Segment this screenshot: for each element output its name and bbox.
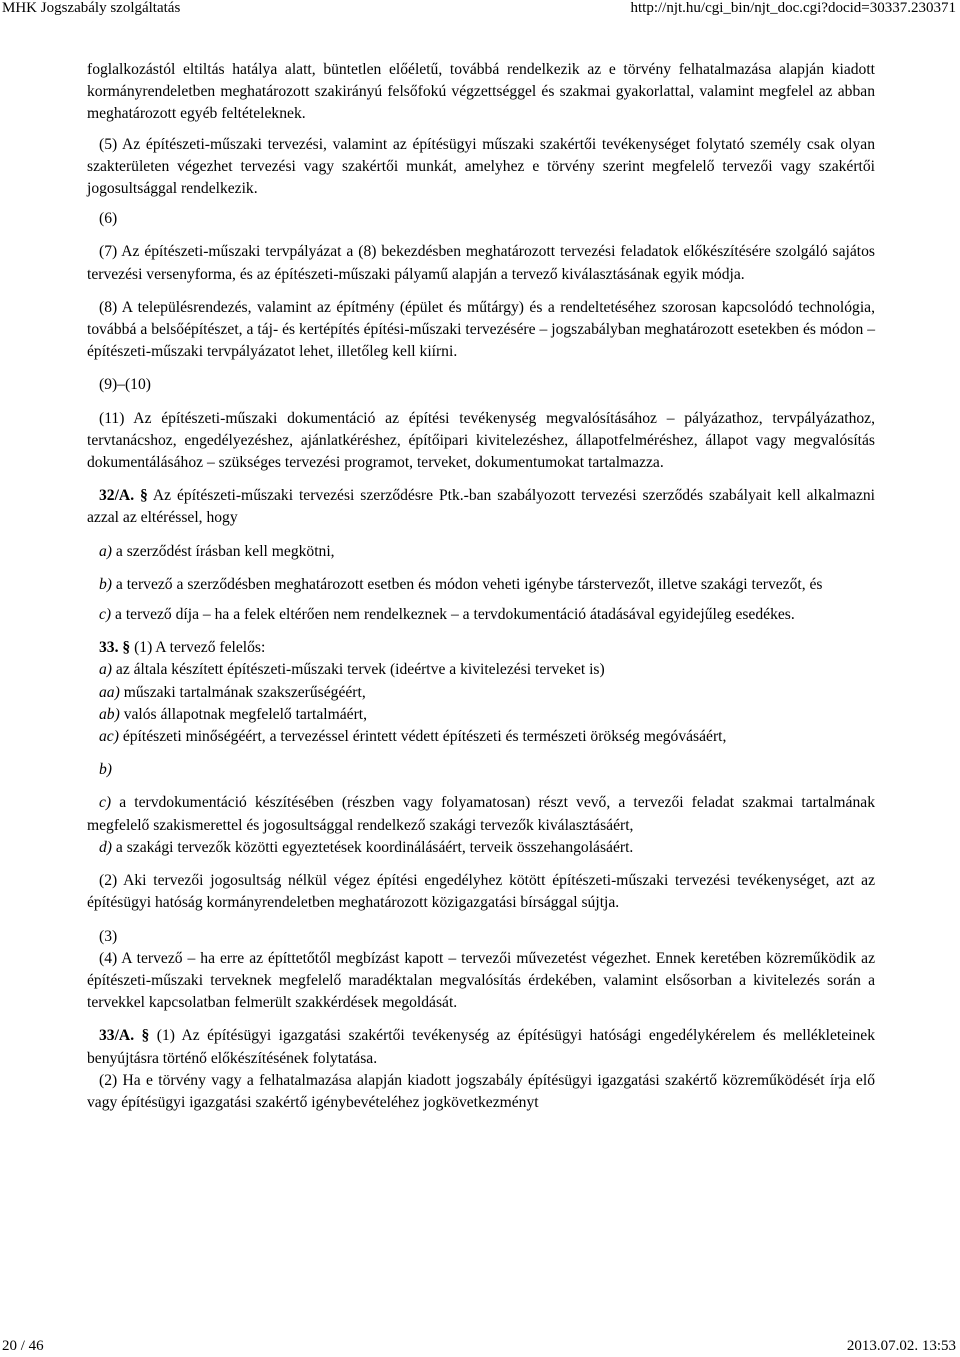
header-url[interactable]: http://njt.hu/cgi_bin/njt_doc.cgi?docid=30337.230371: [630, 0, 956, 16]
section-number: 33/A. §: [99, 1027, 150, 1045]
point-c: [87, 604, 875, 626]
point-text: az általa készített építészeti-műszaki tervek (ideértve a kivitelezési terveket is): [112, 661, 605, 679]
paragraph-5: (5) Az építészeti-műszaki tervezési, valamint az építésügyi műszaki szakértői tevékenységet folytató személy csak olyan szakterületen végezhet tervezési vagy szakértői munkát, amelyhez e törvény szerint megfelelő tervezői vagy szakértői jogosultsággal rendelkezik.: [87, 135, 875, 198]
point-text: műszaki tartalmának szakszerűségéért,: [119, 683, 366, 701]
section-33a: [87, 1025, 875, 1069]
paragraph-33-4: (4) A tervező – ha erre az építtetőtől megbízást kapott – tervezői művezetést végezhet. Ennek keretében közreműködik az építészeti-műszaki terveknek megfelelő maradéktalan megvalósítás érdekében, valamint elsősorban a kivitelezés során a tervekkel kapcsolatban felmerült szakkérdések megoldását.: [87, 949, 875, 1012]
point-text: a szakági tervezők közötti egyeztetések koordinálásáért, terveik összehangolásáért.: [112, 838, 634, 856]
point-text: a tervező díja – ha a felek eltérően nem rendelkeznek – a tervdokumentáció átadásával egyidejűleg esedékes.: [111, 606, 795, 624]
paragraph-33-3: (3): [99, 927, 118, 945]
section-number: 32/A. §: [99, 487, 148, 505]
point-b: [87, 574, 875, 596]
point-text: a szerződést írásban kell megkötni,: [112, 542, 335, 560]
point-text: építészeti minőségéért, a tervezéssel érintett védett építészeti és természeti örökség megóvásáért,: [118, 728, 727, 746]
point-mark: ab): [99, 705, 120, 723]
point-mark: a): [99, 542, 112, 560]
section-text: Az építészeti-műszaki tervezési szerződésre Ptk.-ban szabályozott tervezési szerződés szabályait kell alkalmazni azzal az eltéréssel, hogy: [87, 487, 875, 527]
point-mark: b): [99, 575, 112, 593]
section-32a: [87, 485, 875, 529]
document-body: [87, 59, 875, 1114]
header-title: MHK Jogszabály szolgáltatás: [2, 0, 181, 16]
paragraph-33a-2: (2) Ha e törvény vagy a felhatalmazása alapján kiadott jogszabály építésügyi igazgatási szakértő közreműködését írja elő vagy építésügyi igazgatási szakértő igénybevételéhez jogkövetkezményt: [87, 1071, 875, 1111]
point-mark: aa): [99, 683, 120, 701]
paragraph-33-2: (2) Aki tervezői jogosultság nélkül végez építési engedélyhez kötött építészeti-műszaki tervezési tevékenységet, azt az építésügyi hatóság kormányrendeletben meghatározott közigazgatási bírsággal sújtja.: [87, 872, 875, 912]
page-number: 20 / 46: [2, 1338, 44, 1354]
point-mark: ac): [99, 728, 119, 746]
paragraph-continuation: foglalkozástól eltiltás hatálya alatt, büntetlen előéletű, továbbá rendelkezik az e törvény felhatalmazása alapján kiadott kormányrendeletben meghatározott szakirányú felsőfokú végzettséggel és szakmai gyakorlattal, valamint megfelel az abban meghatározott egyéb feltételeknek.: [87, 61, 875, 123]
section-text: (1) A tervező felelős:: [130, 639, 266, 657]
point-mark: b): [99, 761, 112, 779]
point-c: [87, 792, 875, 836]
point-text: a tervező a szerződésben meghatározott esetben és módon veheti igénybe társtervezőt, illetve szakági tervezőt, és: [112, 575, 823, 593]
point-mark: d): [99, 838, 112, 856]
point-mark: c): [99, 794, 112, 812]
point-a: [87, 659, 875, 681]
paragraph-9-10: (9)–(10): [99, 376, 151, 394]
paragraph-7: (7) Az építészeti-műszaki tervpályázat a (8) bekezdésben meghatározott tervezési feladatok előkészítésére szolgáló sajátos tervezési versenyforma, és az építészeti-műszaki pályamű alapján a tervező kiválasztásának egyik módja.: [87, 243, 875, 283]
print-datetime: 2013.07.02. 13:53: [846, 1338, 956, 1354]
section-33: [87, 637, 875, 659]
section-text: (1) Az építésügyi igazgatási szakértői tevékenység az építésügyi hatósági engedélykérelem és mellékleteinek benyújtásra történő előkészítésének folytatása.: [87, 1027, 876, 1067]
point-text: a tervdokumentáció készítésében (részben vagy folyamatosan) részt vevő, a tervezői feladat szakmai tartalmának megfelelő szakismerettel és jogosultsággal rendelkező szakági tervezők kiválasztásáért,: [87, 794, 875, 834]
point-mark: a): [99, 661, 112, 679]
point-a: [87, 541, 875, 563]
point-ac: [87, 726, 875, 748]
section-number: 33. §: [99, 639, 131, 657]
point-ab: [87, 704, 875, 726]
point-aa: [87, 682, 875, 704]
point-mark: c): [99, 606, 112, 624]
point-d: [87, 837, 875, 859]
point-text: valós állapotnak megfelelő tartalmáért,: [119, 705, 368, 723]
paragraph-11: (11) Az építészeti-műszaki dokumentáció az építési tevékenység megvalósításához – pályázathoz, tervpályázathoz, tervtanácshoz, engedélyezéshez, ajánlatkéréshez, építőipari kivitelezéshez, állapotfelméréshez, állapot vagy megvalósítás dokumentálásához – szükséges tervezési programot, terveket, dokumentumokat tartalmazza.: [87, 409, 875, 472]
paragraph-6: (6): [99, 210, 118, 228]
paragraph-8: (8) A településrendezés, valamint az építmény (épület és műtárgy) és a rendeltetéséhez szorosan kapcsolódó technológia, továbbá a belsőépítészet, a táj- és kertépítés építési-műszaki tervezésére – jogszabályban meghatározott esetekben és módon – építészeti-műszaki tervpályázatot lehet, illetőleg kell kiírni.: [87, 298, 875, 361]
point-b: [87, 759, 875, 781]
